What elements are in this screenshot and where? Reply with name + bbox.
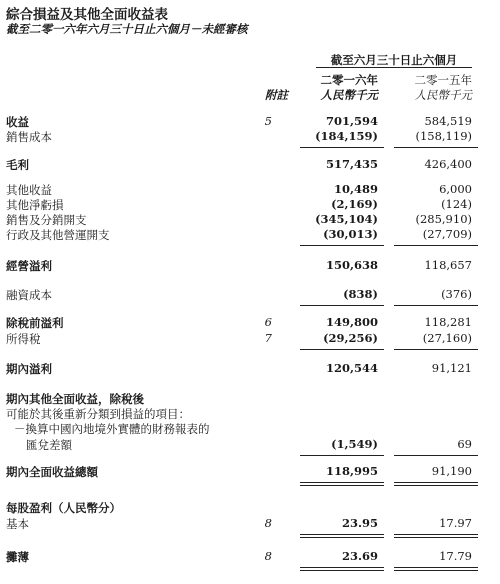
- col1-unit: 人民幣千元: [320, 88, 378, 102]
- value-2016: 120,544: [325, 361, 378, 375]
- subtotal-rule: [394, 349, 478, 350]
- value-2015: (124): [441, 197, 472, 211]
- row-label: 所得稅: [6, 332, 41, 346]
- row-eps-diluted: [0, 549, 500, 564]
- row-other-income: [0, 182, 500, 197]
- value-2016: 23.69: [341, 549, 378, 563]
- row-label: 其他收益: [6, 183, 52, 197]
- row-label: 毛利: [6, 158, 29, 172]
- row-cost-of-sales: [0, 129, 500, 144]
- row-eps-basic: [0, 516, 500, 531]
- period-header-rule: [316, 67, 472, 68]
- subtotal-rule: [300, 245, 384, 246]
- value-2015: 17.79: [439, 549, 472, 563]
- value-2015: 584,519: [424, 114, 472, 128]
- row-label: 可能於其後重新分類到損益的項目：: [6, 407, 190, 421]
- col2-year: 二零一五年: [414, 73, 472, 87]
- row-label: 收益: [6, 115, 29, 129]
- value-2016: 149,800: [325, 315, 378, 329]
- subtotal-rule: [394, 455, 478, 456]
- value-2015: 91,190: [431, 464, 472, 478]
- eps-double-rule: [300, 534, 384, 538]
- value-2016: (345,104): [315, 212, 378, 226]
- subtotal-rule: [300, 305, 384, 306]
- col1-year: 二零一六年: [320, 73, 378, 87]
- row-label: 每股盈利（人民幣分）: [6, 501, 121, 515]
- period-header: 截至六月三十日止六個月: [330, 53, 458, 67]
- value-2015: 69: [457, 437, 472, 451]
- row-profit-before-tax: [0, 315, 500, 330]
- row-note: 8: [264, 549, 272, 563]
- row-label: 期內其他全面收益，除稅後: [6, 392, 144, 406]
- row-income-tax: [0, 331, 500, 346]
- row-profit-for-period: [0, 361, 500, 376]
- row-selling-expenses: [0, 212, 500, 227]
- subtotal-rule: [300, 349, 384, 350]
- subtotal-rule: [394, 147, 478, 148]
- value-2016: (29,256): [323, 331, 378, 345]
- row-oci-fx-line1: [0, 421, 500, 436]
- value-2016: (30,013): [323, 227, 378, 241]
- row-label: 匯兌差額: [26, 438, 72, 452]
- subtotal-rule: [300, 147, 384, 148]
- row-note: 6: [264, 315, 272, 329]
- row-oci-heading: [0, 391, 500, 406]
- note-column-header: 附註: [265, 88, 288, 102]
- row-label: －換算中國內地境外實體的財務報表的: [14, 422, 210, 436]
- row-revenue: [0, 114, 500, 129]
- row-oci-reclass: [0, 406, 500, 421]
- value-2015: 426,400: [424, 157, 472, 171]
- row-label: 期內溢利: [6, 362, 52, 376]
- value-2015: 6,000: [439, 182, 472, 196]
- row-operating-profit: [0, 258, 500, 273]
- row-label: 銷售及分銷開支: [6, 213, 87, 227]
- value-2016: (1,549): [331, 437, 378, 451]
- row-label: 行政及其他營運開支: [6, 228, 110, 242]
- row-label: 銷售成本: [6, 130, 52, 144]
- statement-title: 綜合損益及其他全面收益表: [6, 7, 168, 23]
- subtotal-rule: [394, 305, 478, 306]
- row-label: 攤薄: [6, 550, 29, 564]
- value-2016: (2,169): [331, 197, 378, 211]
- row-finance-costs: [0, 287, 500, 302]
- row-admin-expenses: [0, 227, 500, 242]
- row-note: 5: [264, 114, 272, 128]
- row-label: 基本: [6, 517, 29, 531]
- value-2016: (838): [343, 287, 378, 301]
- col2-unit: 人民幣千元: [414, 88, 472, 102]
- row-gross-profit: [0, 157, 500, 172]
- value-2015: (27,709): [422, 227, 472, 241]
- total-double-rule: [300, 482, 384, 486]
- row-oci-fx: [0, 437, 500, 452]
- row-eps-heading: [0, 500, 500, 515]
- eps-double-rule: [394, 534, 478, 538]
- row-label: 融資成本: [6, 288, 52, 302]
- statement-subtitle: 截至二零一六年六月三十日止六個月－未經審核: [6, 22, 248, 36]
- value-2015: 17.97: [439, 516, 472, 530]
- row-label: 經營溢利: [6, 259, 52, 273]
- eps-double-rule: [300, 567, 384, 571]
- value-2016: 701,594: [325, 114, 378, 128]
- value-2015: (158,119): [415, 129, 472, 143]
- row-note: 7: [264, 331, 272, 345]
- value-2016: 10,489: [333, 182, 378, 196]
- value-2015: (285,910): [415, 212, 472, 226]
- subtotal-rule: [300, 455, 384, 456]
- row-total-comprehensive: [0, 464, 500, 479]
- row-label: 除稅前溢利: [6, 316, 64, 330]
- row-label: 期內全面收益總額: [6, 465, 98, 479]
- total-double-rule: [394, 482, 478, 486]
- value-2015: 91,121: [431, 361, 472, 375]
- value-2016: 150,638: [325, 258, 378, 272]
- value-2016: (184,159): [315, 129, 378, 143]
- subtotal-rule: [394, 245, 478, 246]
- value-2015: 118,281: [424, 315, 472, 329]
- value-2016: 23.95: [341, 516, 378, 530]
- row-note: 8: [264, 516, 272, 530]
- value-2015: 118,657: [424, 258, 472, 272]
- value-2016: 118,995: [325, 464, 378, 478]
- value-2015: (27,160): [422, 331, 472, 345]
- value-2015: (376): [441, 287, 472, 301]
- row-label: 其他淨虧損: [6, 198, 64, 212]
- value-2016: 517,435: [325, 157, 378, 171]
- row-other-net-loss: [0, 197, 500, 212]
- eps-double-rule: [394, 567, 478, 571]
